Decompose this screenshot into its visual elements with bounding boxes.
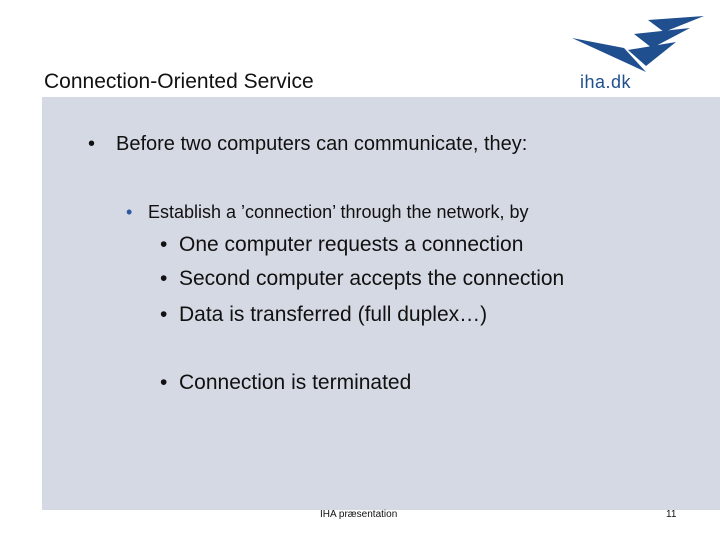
footer-text: IHA præsentation bbox=[320, 509, 398, 520]
bullet-main-text: Before two computers can communicate, they: bbox=[116, 133, 528, 155]
page-number: 11 bbox=[666, 509, 677, 520]
bullet-dot-icon: • bbox=[160, 267, 168, 290]
bullet-dot-icon: • bbox=[160, 303, 168, 326]
bullet-dot-icon: • bbox=[160, 371, 168, 394]
bullet-dot-icon: • bbox=[88, 133, 96, 155]
bullet-step bbox=[160, 303, 487, 327]
bullet-sub-text: Establish a ’connection’ through the network, by bbox=[148, 202, 529, 222]
slide-title: Connection-Oriented Service bbox=[44, 70, 314, 93]
bullet-sub bbox=[126, 202, 529, 223]
bullet-step-text: Second computer accepts the connection bbox=[179, 267, 565, 290]
bullet-main bbox=[88, 133, 527, 156]
bullet-step-text: One computer requests a connection bbox=[179, 233, 524, 256]
bullet-step bbox=[160, 371, 411, 395]
bullet-step-text: Data is transferred (full duplex…) bbox=[179, 303, 488, 326]
bullet-step bbox=[160, 267, 564, 291]
bullet-dot-icon: • bbox=[126, 202, 133, 222]
logo-wordmark: iha.dk bbox=[580, 72, 632, 92]
bullet-step-text: Connection is terminated bbox=[179, 371, 412, 394]
bullet-dot-icon: • bbox=[160, 233, 168, 256]
bullet-step bbox=[160, 233, 523, 257]
